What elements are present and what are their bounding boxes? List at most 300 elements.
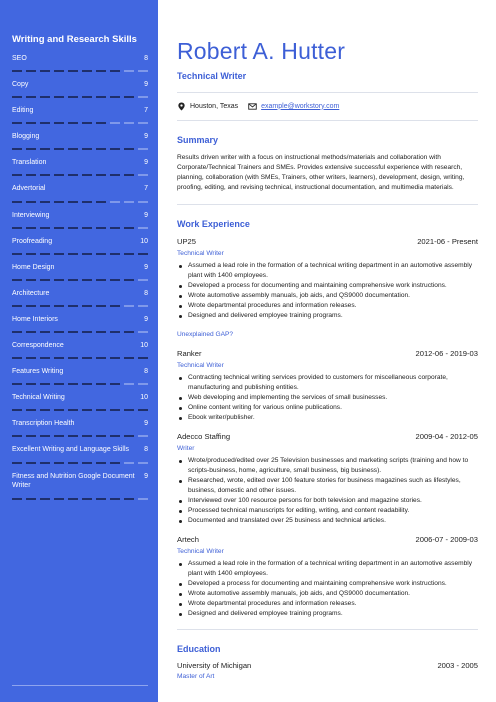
skill-level-meter [12,498,148,500]
skill-level-dash [82,227,92,229]
skill-level-dash [110,148,120,150]
skill-level-dash [26,383,36,385]
skill-level-dash [110,201,120,203]
skill-level-dash [26,331,36,333]
skill-level-dash [138,70,148,72]
skill-level: 9 [144,263,148,271]
skill-level-dash [110,70,120,72]
skill-level-dash [82,174,92,176]
skill-level-dash [54,331,64,333]
skill-name: Transcription Health [12,420,75,428]
skill-level-dash [54,148,64,150]
skill-level-dash [110,435,120,437]
skill-level-dash [12,253,22,255]
skill-level-dash [96,357,106,359]
skill-name: Home Interiors [12,315,58,323]
skill-level-dash [26,462,36,464]
skill-level-meter [12,148,148,150]
skill-level-dash [110,383,120,385]
skill-level-dash [124,357,134,359]
skill-level-meter [12,435,148,437]
skill-level-dash [96,498,106,500]
skill-level-dash [26,498,36,500]
skill-level-dash [54,279,64,281]
skill-level-dash [96,279,106,281]
email-link[interactable]: example@workstory.com [261,102,340,110]
skill-level-dash [138,462,148,464]
skill-level-dash [40,357,50,359]
skill-level-dash [110,253,120,255]
skill-level-meter [12,122,148,124]
skill-level-dash [96,462,106,464]
skill-level-dash [96,409,106,411]
skill-level-dash [82,357,92,359]
skill-name: Editing [12,107,34,115]
skill-level-dash [96,96,106,98]
skill-level-dash [40,201,50,203]
skill-level-dash [138,357,148,359]
skill-level-dash [26,435,36,437]
skill-level-meter [12,409,148,411]
skill-level-dash [82,201,92,203]
skill-level-dash [68,279,78,281]
job-bullet: Wrote departmental procedures and information releases. [177,301,478,311]
skills-list [12,54,148,508]
job-bullets [177,373,478,423]
skill-level-dash [96,435,106,437]
skill-level-dash [110,331,120,333]
skill-level-dash [138,331,148,333]
skill-level-dash [138,148,148,150]
skill-level-meter [12,383,148,385]
skill-level-dash [54,435,64,437]
skill-level-dash [68,122,78,124]
skill-level-dash [12,174,22,176]
skill-level-dash [138,122,148,124]
skill-level: 10 [140,394,148,402]
skill-level-dash [124,70,134,72]
skill-item [12,237,148,263]
skill-level-dash [12,279,22,281]
resume-main [177,0,478,682]
skill-level-dash [12,227,22,229]
skill-level-dash [68,498,78,500]
job-dates: 2009-04 - 2012-05 [415,432,478,441]
skill-level-dash [82,148,92,150]
skill-level-dash [68,96,78,98]
skill-item [12,315,148,341]
skill-level-dash [96,148,106,150]
skill-level-dash [40,383,50,385]
skill-level-dash [124,435,134,437]
candidate-name: Robert A. Hutter [177,38,346,64]
skill-level: 10 [140,237,148,245]
skills-sidebar [0,0,158,702]
skill-level-dash [40,122,50,124]
skill-level-dash [138,435,148,437]
skill-level-dash [82,331,92,333]
skill-level-dash [40,305,50,307]
summary-text: Results driven writer with a focus on instructional methods/materials and collaboration with Corporate/Technical Trainers and SMEs. Provides extensive successful experience with research, planning, collaboration (with SMEs, Trainers, other writers, learners), development, design, writing, proofing, editing, and revising technical, instructional documentation, and multimedia materials. [177,154,465,191]
education-heading: Education [177,644,221,654]
skill-level-dash [110,462,120,464]
skill-level-meter [12,227,148,229]
skill-level-dash [110,96,120,98]
skill-level: 8 [144,55,148,62]
job-bullet: Wrote automotive assembly manuals, job aids, and QS9000 documentation. [177,589,478,599]
job-title: Technical Writer [177,250,224,257]
skill-level-dash [82,498,92,500]
skill-level-dash [54,174,64,176]
skill-level-dash [82,253,92,255]
skill-level-dash [124,201,134,203]
skill-item [12,211,148,237]
skill-level-dash [110,279,120,281]
skill-level-dash [40,409,50,411]
skill-level-dash [12,498,22,500]
skill-name: Technical Writing [12,394,65,402]
skill-level-dash [138,305,148,307]
skill-level-dash [124,383,134,385]
job-bullets [177,456,478,526]
skill-level-dash [110,409,120,411]
job-entry [177,349,478,423]
job-bullet: Processed technical manuscripts for editing, writing, and content readability. [177,506,478,516]
skill-level-dash [68,357,78,359]
skill-level-meter [12,174,148,176]
skill-level-dash [26,227,36,229]
job-company: Adecco Staffing [177,432,231,441]
job-entry [177,237,478,321]
skill-level: 8 [144,289,148,297]
skill-level-meter [12,331,148,333]
skill-level: 9 [144,133,148,141]
gap-note: Unexplained GAP? [177,331,234,338]
skill-level-dash [96,227,106,229]
skill-name: Proofreading [12,237,53,245]
skill-level-dash [82,462,92,464]
skill-name: Copy [12,81,29,89]
skill-level-dash [40,331,50,333]
skill-item [12,289,148,315]
skill-item [12,419,148,445]
skill-level-dash [124,498,134,500]
skill-level-dash [68,148,78,150]
skill-level-dash [40,435,50,437]
job-bullet: Ebook writer/publisher. [177,413,478,423]
skill-level-dash [110,305,120,307]
skill-level-dash [54,201,64,203]
skill-level-meter [12,462,148,464]
skill-level-meter [12,305,148,307]
contact-divider [177,120,478,121]
skill-item [12,54,148,80]
skill-level-dash [82,70,92,72]
education-entry [177,661,478,671]
skill-level-dash [54,409,64,411]
skill-level-dash [12,148,22,150]
skill-level-dash [12,96,22,98]
job-bullet: Developed a process for documenting and maintaining comprehensive work instructions. [177,579,478,589]
job-dates: 2012-06 - 2019-03 [415,349,478,358]
job-dates: 2006-07 - 2009-03 [415,535,478,544]
envelope-icon [248,102,257,111]
skill-level-dash [54,498,64,500]
skill-level-meter [12,253,148,255]
skill-level-dash [96,201,106,203]
job-bullet: Designed and delivered employee training programs. [177,311,478,321]
skill-level-dash [110,122,120,124]
skill-level-dash [138,253,148,255]
contact-row [177,101,478,111]
skill-level-dash [82,305,92,307]
skill-level-dash [138,174,148,176]
skill-level-dash [26,148,36,150]
skill-level-dash [68,70,78,72]
skill-level-dash [68,409,78,411]
skill-level-dash [12,357,22,359]
skill-level-dash [26,174,36,176]
skill-level-dash [68,253,78,255]
job-bullet: Web developing and implementing the services of small businesses. [177,393,478,403]
skill-level-dash [82,383,92,385]
skill-name: Features Writing [12,368,64,376]
skill-level: 9 [144,159,148,167]
skill-level-dash [12,331,22,333]
skill-level-dash [124,279,134,281]
skill-level: 7 [144,185,148,193]
skill-level-dash [26,201,36,203]
skill-level-dash [40,279,50,281]
skill-level-dash [54,227,64,229]
skill-item [12,80,148,106]
experience-divider [177,629,478,630]
skill-level-dash [124,227,134,229]
skill-level-dash [124,174,134,176]
skill-level-dash [26,96,36,98]
skill-level-meter [12,96,148,98]
skills-heading: Writing and Research Skills [12,34,137,45]
skill-name: Translation [12,159,47,167]
job-entry [177,535,478,619]
experience-heading: Work Experience [177,219,250,229]
skill-item [12,106,148,132]
location-pin-icon [177,102,186,111]
skill-level-dash [124,122,134,124]
education-school: University of Michigan [177,661,252,670]
job-bullet: Designed and delivered employee training programs. [177,609,478,619]
skill-level-dash [54,96,64,98]
skill-level-dash [68,227,78,229]
summary-divider [177,204,478,205]
skill-level-dash [96,383,106,385]
skill-item [12,472,148,508]
skill-level-dash [110,174,120,176]
skill-level-dash [68,201,78,203]
summary-heading: Summary [177,135,219,145]
skill-level-dash [138,201,148,203]
skill-level-dash [12,305,22,307]
skill-level-dash [40,462,50,464]
skill-level-dash [54,357,64,359]
skill-level-dash [12,70,22,72]
job-bullet: Assumed a lead role in the formation of a technical writing department in an automotive assembly plant with 1400 employees. [177,261,478,281]
skill-level-dash [68,383,78,385]
skill-level-dash [96,174,106,176]
skill-name: Architecture [12,289,50,297]
skill-level: 9 [144,420,148,428]
skill-level-dash [124,253,134,255]
skill-level-dash [12,201,22,203]
job-bullet: Researched, wrote, edited over 100 feature stories for business magazines such as lifestyles, business, domestic and other issues. [177,476,478,496]
skill-item [12,367,148,393]
skill-level-dash [124,331,134,333]
skill-item [12,393,148,419]
skill-level-dash [54,305,64,307]
skill-item [12,341,148,367]
skill-level-dash [138,227,148,229]
skill-level-dash [124,305,134,307]
skill-level-dash [26,122,36,124]
job-bullets [177,559,478,619]
skill-level-dash [82,122,92,124]
skill-level-dash [40,174,50,176]
skill-level-dash [96,122,106,124]
skill-level-dash [54,253,64,255]
skill-level: 10 [140,342,148,350]
skill-level-dash [12,409,22,411]
skill-level-dash [96,305,106,307]
skill-level-dash [26,357,36,359]
skill-name: SEO [12,55,27,62]
job-bullet: Developed a process for documenting and maintaining comprehensive work instructions. [177,281,478,291]
skill-level: 9 [144,472,148,480]
job-dates: 2021-06 - Present [417,237,478,246]
skill-level-dash [68,462,78,464]
job-bullet: Wrote departmental procedures and information releases. [177,599,478,609]
skill-name: Interviewing [12,211,50,219]
skill-level-dash [54,122,64,124]
skill-level-dash [110,227,120,229]
skill-level-dash [138,409,148,411]
job-bullet: Contracting technical writing services provided to customers for miscellaneous corporate, manufacturing and publishing entities. [177,373,478,393]
skill-level-dash [40,498,50,500]
skill-level-dash [68,174,78,176]
skill-level-dash [12,122,22,124]
skill-level: 9 [144,315,148,323]
skill-level-dash [54,70,64,72]
skill-level-dash [40,253,50,255]
skill-name: Home Design [12,263,55,271]
skill-level-dash [138,498,148,500]
skill-item [12,184,148,210]
skill-level-dash [138,279,148,281]
job-bullet: Online content writing for various online publications. [177,403,478,413]
skill-level-meter [12,201,148,203]
skill-name: Blogging [12,133,40,141]
skill-level-dash [82,96,92,98]
skill-level-dash [68,331,78,333]
skill-name: Correspondence [12,342,64,350]
skill-level-dash [124,409,134,411]
skill-level-dash [138,383,148,385]
skill-level-dash [40,227,50,229]
job-bullet: Interviewed over 100 resource persons for both television and magazine stories. [177,496,478,506]
skill-level: 7 [144,107,148,115]
skill-level-dash [96,253,106,255]
job-bullet: Documented and translated over 25 business and technical articles. [177,516,478,526]
job-title: Technical Writer [177,362,224,369]
skill-level: 8 [144,446,148,454]
skill-level-dash [54,383,64,385]
skill-level-dash [26,253,36,255]
skill-level-dash [12,383,22,385]
skill-level: 9 [144,211,148,219]
sidebar-divider [12,685,148,686]
header-divider [177,92,478,93]
skill-level-dash [68,435,78,437]
job-bullet: Assumed a lead role in the formation of a technical writing department in an automotive assembly plant with 1400 employees. [177,559,478,579]
skill-level: 9 [144,81,148,89]
skill-level-dash [12,435,22,437]
job-bullets [177,261,478,321]
job-company: Ranker [177,349,202,358]
skill-item [12,132,148,158]
job-bullet: Wrote/produced/edited over 25 Television businesses and marketing scripts (training and how to scripts-business, home, agriculture, small business, big business). [177,456,478,476]
candidate-role: Technical Writer [177,71,247,81]
skill-level-dash [138,96,148,98]
skill-level-dash [26,305,36,307]
skill-level-dash [124,148,134,150]
job-entry [177,432,478,526]
skill-level-dash [96,331,106,333]
skill-level-dash [12,462,22,464]
skill-item [12,263,148,289]
skill-level-dash [124,462,134,464]
job-title: Technical Writer [177,548,224,555]
skill-level-dash [82,279,92,281]
skill-level-meter [12,70,148,72]
skill-level-dash [110,357,120,359]
location-text: Houston, Texas [190,102,239,110]
skill-level-dash [26,409,36,411]
skill-level-dash [40,148,50,150]
job-company: UP25 [177,237,196,246]
skill-item [12,158,148,184]
skill-level-dash [54,462,64,464]
skill-level-dash [124,96,134,98]
skill-level-dash [40,70,50,72]
education-degree: Master of Art [177,673,215,680]
skill-name: Excellent Writing and Language Skills [12,446,129,454]
skill-item [12,445,148,471]
skill-level-dash [26,70,36,72]
job-title: Writer [177,445,195,452]
skill-level: 8 [144,368,148,376]
skill-level-dash [26,279,36,281]
skill-name: Advertorial [12,185,46,193]
skill-level-dash [110,498,120,500]
skill-level-meter [12,279,148,281]
skill-level-meter [12,357,148,359]
education-dates: 2003 - 2005 [437,661,478,670]
skill-level-dash [82,435,92,437]
job-bullet: Wrote automotive assembly manuals, job aids, and QS9000 documentation. [177,291,478,301]
skill-level-dash [96,70,106,72]
job-company: Artech [177,535,199,544]
skill-name: Fitness and Nutrition Google Document Writer [12,472,135,489]
skill-level-dash [40,96,50,98]
